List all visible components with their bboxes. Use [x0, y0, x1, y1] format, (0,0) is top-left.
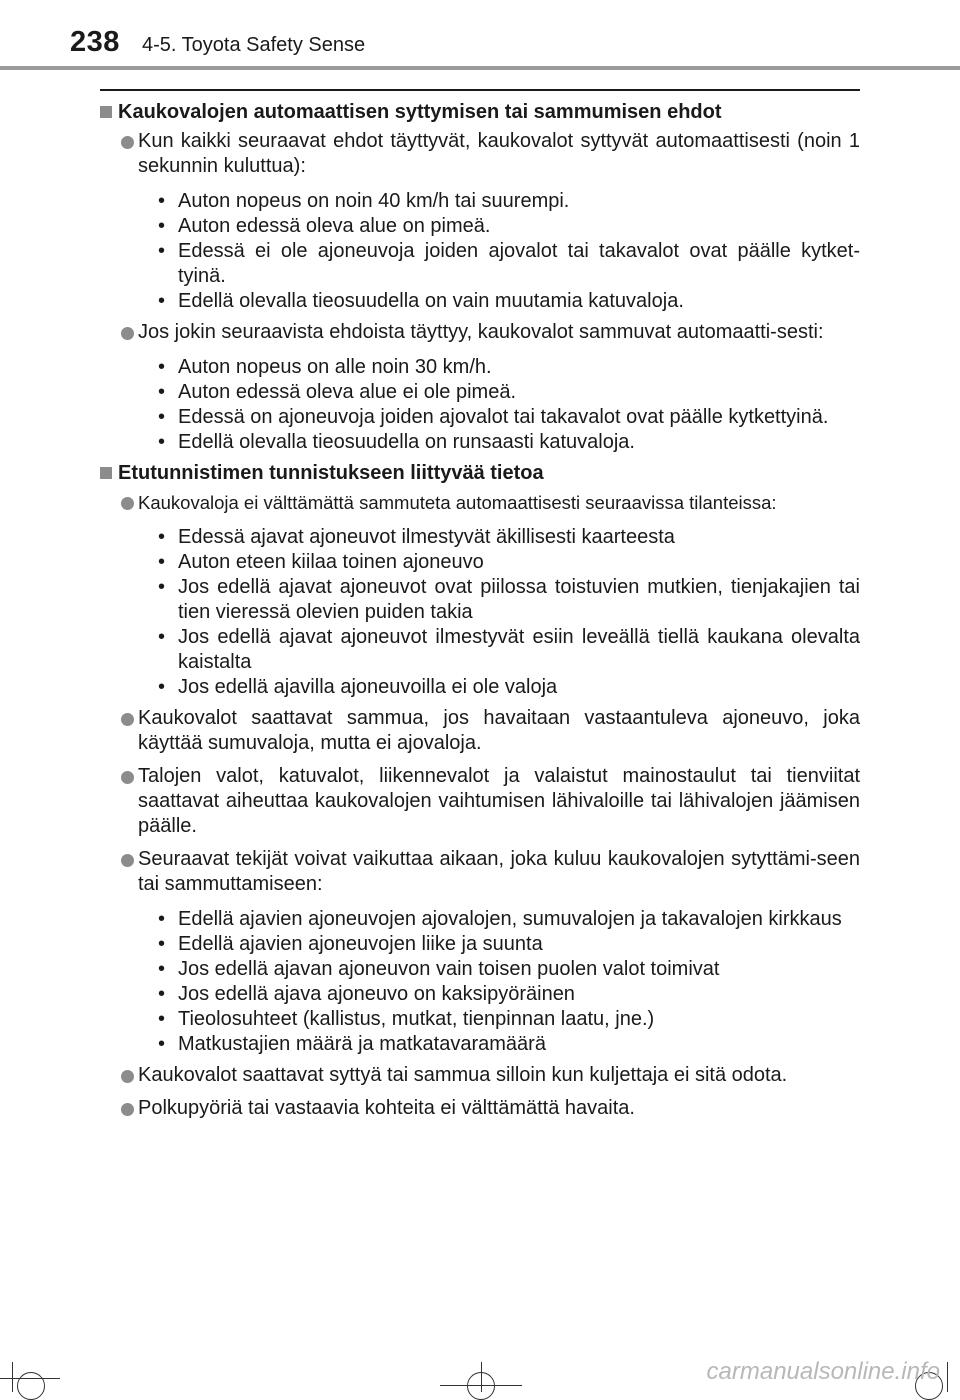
- list-item-text: Edessä on ajoneuvoja joiden ajovalot tai takavalot ovat päälle kytkettyinä.: [178, 406, 829, 428]
- list-item-text: Edellä olevalla tieosuudella on vain muutamia katuvaloja.: [178, 290, 684, 312]
- bullet-list: [100, 525, 860, 700]
- bullet-glyph: •: [158, 1008, 166, 1030]
- list-item-text: Tieolosuhteet (kallistus, mutkat, tienpinnan laatu, jne.): [178, 1008, 655, 1030]
- circle-bullet-icon: [121, 327, 134, 340]
- circle-bullet-icon: [121, 136, 134, 149]
- list-item: [158, 1007, 860, 1032]
- paragraph-text: Kun kaikki seuraavat ehdot täyttyvät, kaukovalot syttyvät automaattisesti (noin 1 sekunnin kuluttua):: [138, 130, 860, 177]
- bullet-glyph: •: [158, 526, 166, 548]
- spacer: [100, 899, 860, 907]
- paragraph-text: Polkupyöriä tai vastaavia kohteita ei välttämättä havaita.: [138, 1097, 635, 1119]
- spacer: [100, 181, 860, 189]
- list-item: [158, 380, 860, 405]
- header-rule: [0, 66, 960, 70]
- square-bullet-icon: [100, 106, 112, 118]
- list-item-text: Jos edellä ajava ajoneuvo on kaksipyöräinen: [178, 983, 575, 1005]
- paragraph-text: Kaukovaloja ei välttämättä sammuteta automaattisesti seuraavissa tilanteissa:: [138, 492, 777, 513]
- circle-bullet-icon: [121, 771, 134, 784]
- circle-bullet-icon: [121, 713, 134, 726]
- paragraph: [100, 1096, 860, 1121]
- list-item: [158, 189, 860, 214]
- crop-mark: [440, 1385, 522, 1386]
- paragraph: [100, 847, 860, 897]
- section-heading: [100, 461, 860, 486]
- list-item-text: Edellä ajavien ajoneuvojen ajovalojen, sumuvalojen ja takavalojen kirkkaus: [178, 908, 842, 930]
- paragraph-text: Kaukovalot saattavat syttyä tai sammua silloin kun kuljettaja ei sitä odota.: [138, 1064, 788, 1086]
- content-top-rule: [100, 89, 860, 91]
- bullet-list: [100, 189, 860, 314]
- section-heading-text: Etutunnistimen tunnistukseen liittyvää tietoa: [118, 462, 544, 484]
- bullet-glyph: •: [158, 381, 166, 403]
- paragraph: [100, 490, 860, 515]
- paragraph: [100, 706, 860, 756]
- list-item-text: Auton eteen kiilaa toinen ajoneuvo: [178, 551, 484, 573]
- list-item: [158, 214, 860, 239]
- page-header: [0, 0, 960, 72]
- bullet-list: [100, 907, 860, 1057]
- crop-mark: [12, 1362, 13, 1392]
- list-item-text: Matkustajien määrä ja matkatavaramäärä: [178, 1033, 546, 1055]
- paragraph: [100, 1063, 860, 1088]
- list-item: [158, 550, 860, 575]
- list-item: [158, 1032, 860, 1057]
- list-item-text: Auton nopeus on noin 40 km/h tai suurempi.: [178, 190, 570, 212]
- list-item: [158, 575, 860, 625]
- section-heading: [100, 100, 860, 125]
- bullet-glyph: •: [158, 676, 166, 698]
- bullet-glyph: •: [158, 908, 166, 930]
- bullet-glyph: •: [158, 406, 166, 428]
- bullet-glyph: •: [158, 933, 166, 955]
- list-item: [158, 625, 860, 675]
- list-item-text: Jos edellä ajavan ajoneuvon vain toisen puolen valot toimivat: [178, 958, 720, 980]
- circle-bullet-icon: [121, 497, 134, 510]
- circle-bullet-icon: [121, 1103, 134, 1116]
- list-item-text: Edessä ajavat ajoneuvot ilmestyvät äkillisesti kaarteesta: [178, 526, 675, 548]
- list-item: [158, 405, 860, 430]
- list-item: [158, 525, 860, 550]
- bullet-glyph: •: [158, 551, 166, 573]
- bullet-glyph: •: [158, 431, 166, 453]
- list-item: [158, 430, 860, 455]
- bullet-glyph: •: [158, 215, 166, 237]
- list-item: [158, 289, 860, 314]
- circle-bullet-icon: [121, 854, 134, 867]
- bullet-glyph: •: [158, 356, 166, 378]
- bullet-glyph: •: [158, 983, 166, 1005]
- list-item-text: Jos edellä ajavat ajoneuvot ovat piilossa toistuvien mutkien, tienjakajien tai tien vieressä olevien puiden takia: [178, 576, 860, 623]
- paragraph-text: Jos jokin seuraavista ehdoista täyttyy, kaukovalot sammuvat automaatti-sesti:: [138, 321, 824, 343]
- list-item: [158, 907, 860, 932]
- list-item: [158, 982, 860, 1007]
- paragraph-text: Talojen valot, katuvalot, liikennevalot ja valaistut mainostaulut tai tienviitat saattavat aiheuttaa kaukovalojen vaihtumisen lähivaloille tai lähivalojen jäämisen päälle.: [138, 765, 860, 837]
- spacer: [100, 517, 860, 525]
- list-item-text: Auton edessä oleva alue ei ole pimeä.: [178, 381, 517, 403]
- paragraph: [100, 764, 860, 839]
- crop-mark: [947, 1362, 948, 1392]
- section-heading-text: Kaukovalojen automaattisen syttymisen tai sammumisen ehdot: [118, 101, 722, 123]
- page-number: 238: [70, 26, 120, 58]
- list-item-text: Auton nopeus on alle noin 30 km/h.: [178, 356, 492, 378]
- list-item-text: Auton edessä oleva alue on pimeä.: [178, 215, 491, 237]
- bullet-glyph: •: [158, 190, 166, 212]
- bullet-glyph: •: [158, 240, 166, 262]
- paragraph: [100, 129, 860, 179]
- list-item-text: Edellä olevalla tieosuudella on runsaasti katuvaloja.: [178, 431, 635, 453]
- section-title: 4-5. Toyota Safety Sense: [142, 34, 366, 56]
- list-item: [158, 239, 860, 289]
- list-item: [158, 675, 860, 700]
- page-content: [100, 98, 860, 1129]
- registration-mark-icon: [17, 1372, 45, 1400]
- watermark: carmanualsonline.info: [706, 1358, 940, 1385]
- paragraph-text: Seuraavat tekijät voivat vaikuttaa aikaan, joka kuluu kaukovalojen sytyttämi-seen tai sammuttamiseen:: [138, 848, 860, 895]
- bullet-glyph: •: [158, 576, 166, 598]
- list-item-text: Jos edellä ajavat ajoneuvot ilmestyvät esiin leveällä tiellä kaukana olevalta kaistalta: [178, 626, 860, 673]
- crop-mark: [481, 1362, 482, 1392]
- bullet-glyph: •: [158, 1033, 166, 1055]
- circle-bullet-icon: [121, 1070, 134, 1083]
- bullet-glyph: •: [158, 290, 166, 312]
- spacer: [100, 347, 860, 355]
- list-item-text: Jos edellä ajavilla ajoneuvoilla ei ole valoja: [178, 676, 558, 698]
- paragraph-text: Kaukovalot saattavat sammua, jos havaitaan vastaantuleva ajoneuvo, joka käyttää sumuvaloja, mutta ei ajovaloja.: [138, 707, 860, 754]
- list-item-text: Edellä ajavien ajoneuvojen liike ja suunta: [178, 933, 543, 955]
- bullet-glyph: •: [158, 626, 166, 648]
- list-item: [158, 932, 860, 957]
- list-item: [158, 957, 860, 982]
- list-item: [158, 355, 860, 380]
- square-bullet-icon: [100, 467, 112, 479]
- bullet-glyph: •: [158, 958, 166, 980]
- list-item-text: Edessä ei ole ajoneuvoja joiden ajovalot tai takavalot ovat päälle kytket-tyinä.: [178, 240, 860, 287]
- bullet-list: [100, 355, 860, 455]
- paragraph: [100, 320, 860, 345]
